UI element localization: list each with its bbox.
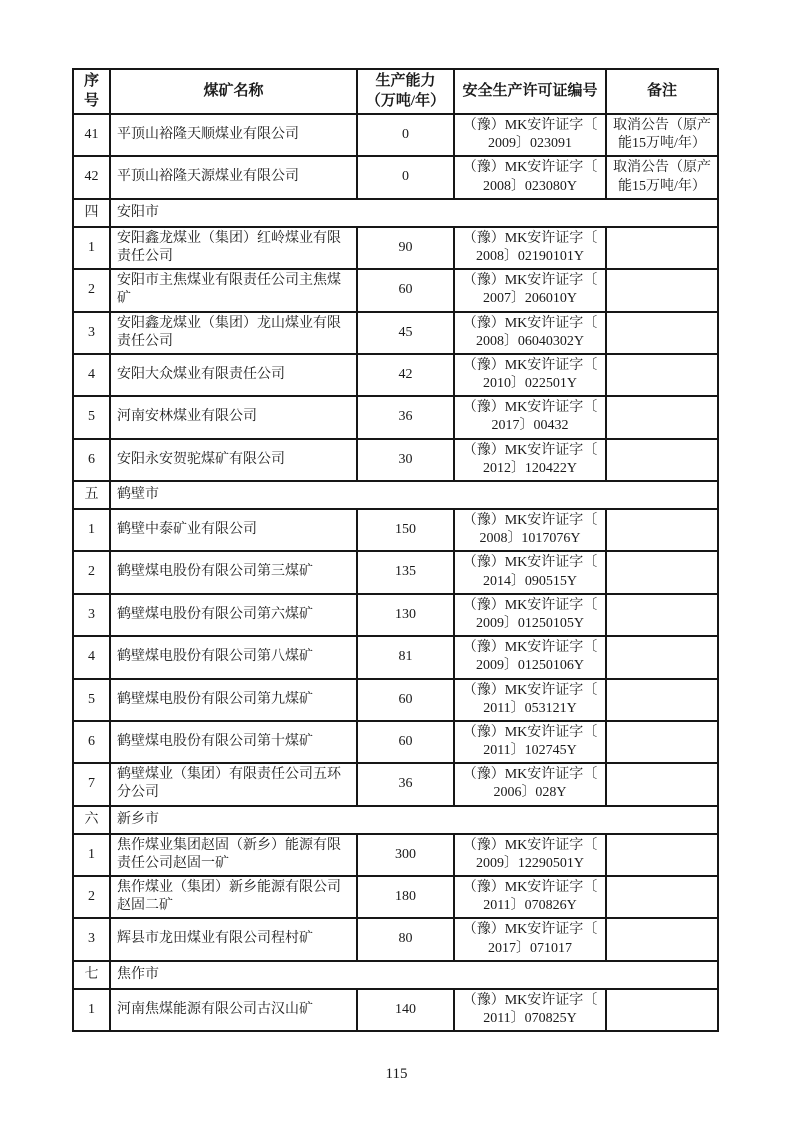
cell-mine-name: 安阳永安贺驼煤矿有限公司 — [110, 439, 357, 481]
cell-mine-name: 辉县市龙田煤业有限公司程村矿 — [110, 918, 357, 960]
cell-mine-name: 鹤壁煤电股份有限公司第十煤矿 — [110, 721, 357, 763]
cell-serial-number: 42 — [73, 156, 110, 198]
cell-serial-number: 1 — [73, 989, 110, 1031]
table-row — [73, 156, 718, 198]
table-row — [73, 269, 718, 311]
cell-remark — [606, 918, 718, 960]
cell-license-number: （豫）MK安许证字〔 2006〕028Y — [454, 763, 606, 805]
header-mine-name: 煤矿名称 — [110, 69, 357, 114]
cell-serial-number: 2 — [73, 269, 110, 311]
cell-remark — [606, 551, 718, 593]
cell-license-number: （豫）MK安许证字〔 2009〕01250105Y — [454, 594, 606, 636]
section-serial: 四 — [73, 199, 110, 227]
cell-mine-name: 河南焦煤能源有限公司古汉山矿 — [110, 989, 357, 1031]
cell-mine-name: 焦作煤业集团赵固（新乡）能源有限责任公司赵固一矿 — [110, 834, 357, 876]
table-row — [73, 594, 718, 636]
cell-mine-name: 焦作煤业（集团）新乡能源有限公司赵固二矿 — [110, 876, 357, 918]
section-city-name: 安阳市 — [110, 199, 718, 227]
cell-remark — [606, 594, 718, 636]
cell-remark: 取消公告（原产能15万吨/年） — [606, 114, 718, 156]
cell-mine-name: 鹤壁中泰矿业有限公司 — [110, 509, 357, 551]
cell-mine-name: 鹤壁煤业（集团）有限责任公司五环分公司 — [110, 763, 357, 805]
cell-remark: 取消公告（原产能15万吨/年） — [606, 156, 718, 198]
cell-license-number: （豫）MK安许证字〔 2014〕090515Y — [454, 551, 606, 593]
cell-serial-number: 4 — [73, 354, 110, 396]
cell-production-capacity: 140 — [357, 989, 454, 1031]
cell-mine-name: 安阳鑫龙煤业（集团）龙山煤业有限责任公司 — [110, 312, 357, 354]
cell-production-capacity: 180 — [357, 876, 454, 918]
cell-license-number: （豫）MK安许证字〔 2017〕00432 — [454, 396, 606, 438]
cell-serial-number: 6 — [73, 721, 110, 763]
cell-serial-number: 6 — [73, 439, 110, 481]
cell-remark — [606, 989, 718, 1031]
cell-mine-name: 鹤壁煤电股份有限公司第六煤矿 — [110, 594, 357, 636]
header-license-number: 安全生产许可证编号 — [454, 69, 606, 114]
section-row — [73, 199, 718, 227]
coal-mine-table — [72, 68, 719, 1032]
cell-production-capacity: 150 — [357, 509, 454, 551]
cell-license-number: （豫）MK安许证字〔 2010〕022501Y — [454, 354, 606, 396]
cell-serial-number: 3 — [73, 312, 110, 354]
cell-remark — [606, 439, 718, 481]
cell-remark — [606, 763, 718, 805]
cell-production-capacity: 135 — [357, 551, 454, 593]
cell-remark — [606, 679, 718, 721]
cell-remark — [606, 396, 718, 438]
section-row — [73, 806, 718, 834]
cell-license-number: （豫）MK安许证字〔 2008〕023080Y — [454, 156, 606, 198]
table-header-row — [73, 69, 718, 114]
table-row — [73, 509, 718, 551]
table-row — [73, 551, 718, 593]
section-row — [73, 481, 718, 509]
cell-mine-name: 平顶山裕隆天顺煤业有限公司 — [110, 114, 357, 156]
cell-remark — [606, 269, 718, 311]
header-production-capacity: 生产能力（万吨/年） — [357, 69, 454, 114]
cell-license-number: （豫）MK安许证字〔 2008〕06040302Y — [454, 312, 606, 354]
table-row — [73, 876, 718, 918]
coal-mine-table-body — [73, 114, 718, 1031]
cell-production-capacity: 60 — [357, 679, 454, 721]
cell-serial-number: 2 — [73, 551, 110, 593]
cell-production-capacity: 0 — [357, 114, 454, 156]
cell-remark — [606, 312, 718, 354]
cell-production-capacity: 36 — [357, 763, 454, 805]
section-serial: 七 — [73, 961, 110, 989]
cell-license-number: （豫）MK安许证字〔 2008〕1017076Y — [454, 509, 606, 551]
cell-mine-name: 鹤壁煤电股份有限公司第三煤矿 — [110, 551, 357, 593]
cell-remark — [606, 636, 718, 678]
cell-production-capacity: 60 — [357, 269, 454, 311]
section-city-name: 新乡市 — [110, 806, 718, 834]
table-row — [73, 721, 718, 763]
cell-serial-number: 5 — [73, 396, 110, 438]
cell-license-number: （豫）MK安许证字〔 2009〕01250106Y — [454, 636, 606, 678]
cell-mine-name: 平顶山裕隆天源煤业有限公司 — [110, 156, 357, 198]
cell-serial-number: 3 — [73, 918, 110, 960]
section-city-name: 鹤壁市 — [110, 481, 718, 509]
cell-serial-number: 5 — [73, 679, 110, 721]
table-row — [73, 636, 718, 678]
cell-license-number: （豫）MK安许证字〔 2009〕12290501Y — [454, 834, 606, 876]
table-row — [73, 114, 718, 156]
cell-serial-number: 1 — [73, 227, 110, 269]
cell-production-capacity: 30 — [357, 439, 454, 481]
cell-remark — [606, 721, 718, 763]
table-row — [73, 354, 718, 396]
cell-remark — [606, 227, 718, 269]
header-serial-number: 序号 — [73, 69, 110, 114]
cell-remark — [606, 509, 718, 551]
table-row — [73, 227, 718, 269]
cell-remark — [606, 834, 718, 876]
cell-production-capacity: 80 — [357, 918, 454, 960]
cell-license-number: （豫）MK安许证字〔 2011〕102745Y — [454, 721, 606, 763]
cell-license-number: （豫）MK安许证字〔 2011〕070826Y — [454, 876, 606, 918]
cell-production-capacity: 81 — [357, 636, 454, 678]
cell-production-capacity: 60 — [357, 721, 454, 763]
page-number: 115 — [385, 1066, 408, 1082]
cell-remark — [606, 354, 718, 396]
table-row — [73, 918, 718, 960]
cell-mine-name: 安阳大众煤业有限责任公司 — [110, 354, 357, 396]
cell-production-capacity: 42 — [357, 354, 454, 396]
cell-production-capacity: 0 — [357, 156, 454, 198]
table-row — [73, 312, 718, 354]
cell-mine-name: 河南安林煤业有限公司 — [110, 396, 357, 438]
section-serial: 五 — [73, 481, 110, 509]
header-remark: 备注 — [606, 69, 718, 114]
section-city-name: 焦作市 — [110, 961, 718, 989]
table-row — [73, 396, 718, 438]
cell-serial-number: 7 — [73, 763, 110, 805]
cell-license-number: （豫）MK安许证字〔 2012〕120422Y — [454, 439, 606, 481]
cell-serial-number: 4 — [73, 636, 110, 678]
cell-production-capacity: 45 — [357, 312, 454, 354]
table-row — [73, 989, 718, 1031]
cell-license-number: （豫）MK安许证字〔 2011〕070825Y — [454, 989, 606, 1031]
cell-serial-number: 1 — [73, 509, 110, 551]
cell-serial-number: 41 — [73, 114, 110, 156]
cell-mine-name: 鹤壁煤电股份有限公司第八煤矿 — [110, 636, 357, 678]
cell-license-number: （豫）MK安许证字〔 2007〕206010Y — [454, 269, 606, 311]
cell-license-number: （豫）MK安许证字〔 2008〕02190101Y — [454, 227, 606, 269]
cell-mine-name: 安阳鑫龙煤业（集团）红岭煤业有限责任公司 — [110, 227, 357, 269]
cell-mine-name: 鹤壁煤电股份有限公司第九煤矿 — [110, 679, 357, 721]
section-row — [73, 961, 718, 989]
cell-license-number: （豫）MK安许证字〔 2011〕053121Y — [454, 679, 606, 721]
cell-license-number: （豫）MK安许证字〔 2017〕071017 — [454, 918, 606, 960]
cell-production-capacity: 130 — [357, 594, 454, 636]
cell-serial-number: 3 — [73, 594, 110, 636]
table-row — [73, 679, 718, 721]
cell-license-number: （豫）MK安许证字〔 2009〕023091 — [454, 114, 606, 156]
cell-remark — [606, 876, 718, 918]
cell-serial-number: 1 — [73, 834, 110, 876]
cell-production-capacity: 90 — [357, 227, 454, 269]
table-row — [73, 834, 718, 876]
section-serial: 六 — [73, 806, 110, 834]
cell-mine-name: 安阳市主焦煤业有限责任公司主焦煤矿 — [110, 269, 357, 311]
cell-production-capacity: 36 — [357, 396, 454, 438]
table-row — [73, 763, 718, 805]
table-row — [73, 439, 718, 481]
cell-serial-number: 2 — [73, 876, 110, 918]
cell-production-capacity: 300 — [357, 834, 454, 876]
